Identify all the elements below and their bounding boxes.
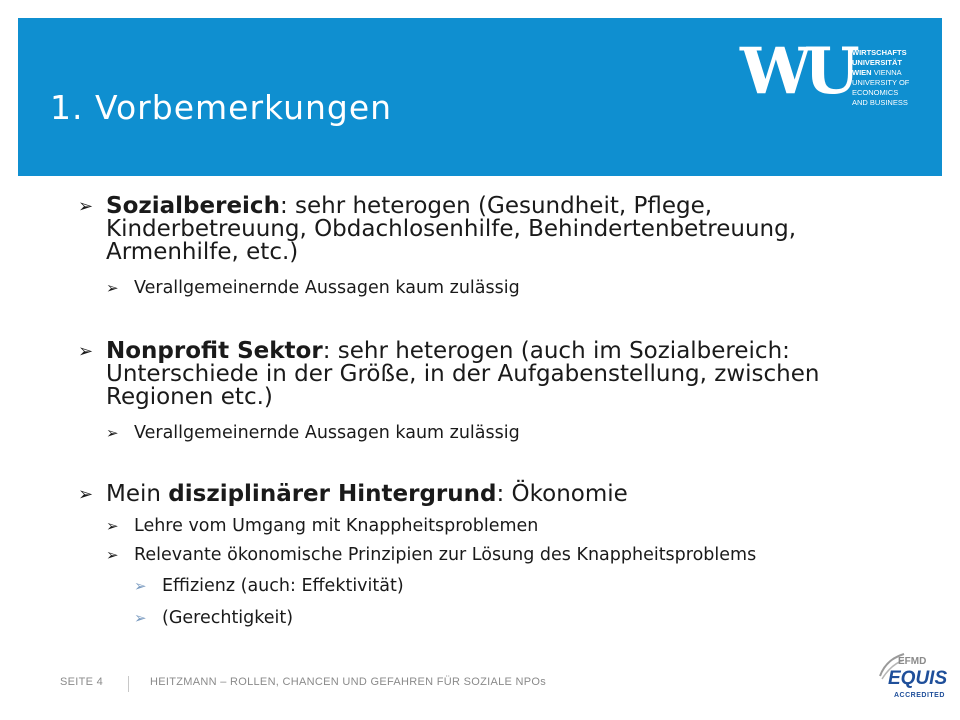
page-title: 1. Vorbemerkungen xyxy=(50,88,393,127)
footer-divider xyxy=(128,676,129,692)
arrowhead-icon: ➢ xyxy=(134,577,147,595)
arrowhead-icon: ➢ xyxy=(78,196,94,217)
arrowhead-icon: ➢ xyxy=(106,517,119,535)
efmd-label: EFMD xyxy=(898,656,927,667)
sub-bullet: ➢ Verallgemeinernde Aussagen kaum zulässig xyxy=(106,423,520,443)
arrowhead-icon: ➢ xyxy=(106,546,119,564)
wu-logo-text: WIRTSCHAFTS UNIVERSITÄT WIEN VIENNA UNIVERSITY OF ECONOMICS AND BUSINESS xyxy=(852,48,910,107)
sub-sub-bullet: ➢ (Gerechtigkeit) xyxy=(134,608,294,628)
bullet-sozialbereich: ➢ Sozialbereich: sehr heterogen (Gesundheit, Pflege, Kinderbetreuung, Obdachlosenhilfe, Behindertenbetreuung, Armenhilfe, etc.) xyxy=(78,193,797,265)
footer-text: HEITZMANN – ROLLEN, CHANCEN UND GEFAHREN FÜR SOZIALE NPOs xyxy=(150,676,547,688)
accredited-label: ACCREDITED xyxy=(894,692,945,699)
sub-bullet: ➢ Relevante ökonomische Prinzipien zur Lösung des Knappheitsproblems xyxy=(106,545,757,565)
arrowhead-icon: ➢ xyxy=(78,484,94,505)
wu-logo-mark: WU xyxy=(740,34,852,109)
arrowhead-icon: ➢ xyxy=(134,609,147,627)
bullet-nonprofit-sektor: ➢ Nonprofit Sektor: sehr heterogen (auch im Sozialbereich: Unterschiede in der Größe, in der Aufgabenstellung, zwischen Regionen etc.) xyxy=(78,338,820,410)
sub-sub-bullet: ➢ Effizienz (auch: Effektivität) xyxy=(134,576,404,596)
arrowhead-icon: ➢ xyxy=(78,341,94,362)
arrowhead-icon: ➢ xyxy=(106,424,119,442)
sub-bullet: ➢ Lehre vom Umgang mit Knappheitsproblemen xyxy=(106,516,539,536)
equis-label: EQUIS xyxy=(888,668,948,689)
page-number: SEITE 4 xyxy=(60,676,104,688)
arrowhead-icon: ➢ xyxy=(106,279,119,297)
bullet-list xyxy=(78,195,908,628)
bullet-hintergrund: ➢ Mein disziplinärer Hintergrund: Ökonomie xyxy=(78,481,628,507)
wu-logo xyxy=(740,34,920,150)
sub-bullet: ➢ Verallgemeinernde Aussagen kaum zulässig xyxy=(106,278,520,298)
equis-badge xyxy=(868,650,948,714)
